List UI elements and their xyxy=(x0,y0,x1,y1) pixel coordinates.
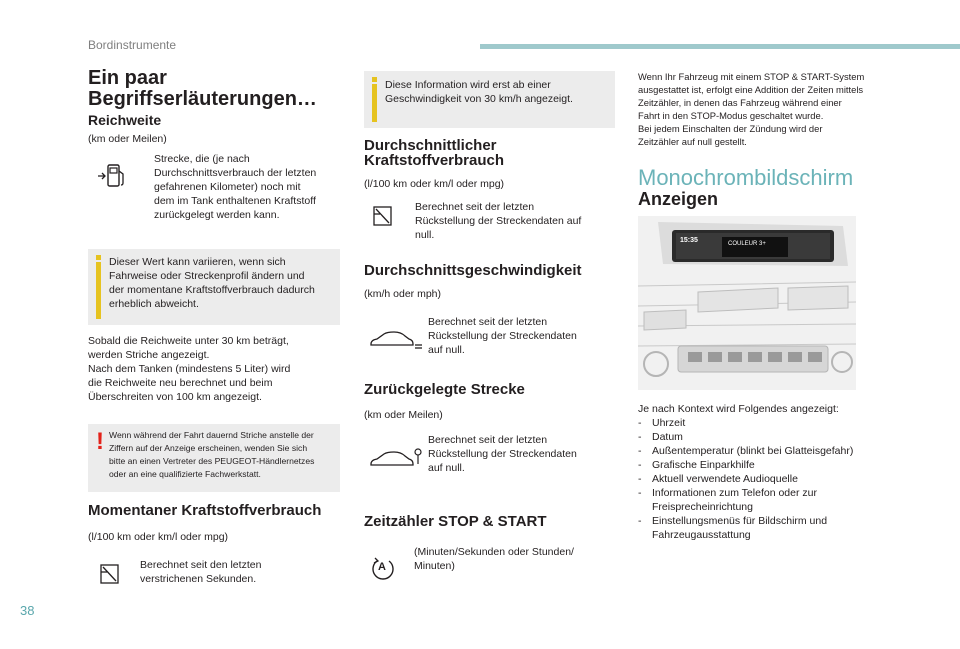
list-item xyxy=(638,514,868,542)
list-dash: - xyxy=(638,459,642,471)
avg-speed-units: (km/h oder mph) xyxy=(364,288,442,300)
list-item-text: Außentemperatur (blinkt bei Glatteisgefahr) xyxy=(652,445,854,457)
screen-source: COULEUR 3+ xyxy=(728,241,766,247)
running-header: Bordinstrumente xyxy=(88,38,177,52)
list-dash: - xyxy=(638,417,642,429)
momentan-heading: Momentaner Kraftstoffverbrauch xyxy=(88,502,322,519)
list-item xyxy=(638,486,868,514)
list-dash: - xyxy=(638,515,642,527)
instant-consumption-icon xyxy=(98,563,122,585)
list-dash: - xyxy=(638,487,642,499)
avg-consumption-description: Berechnet seit der letzten Rückstellung der Streckendaten auf null. xyxy=(415,201,582,241)
info-note-speed: Diese Information wird erst ab einer Geschwindigkeit von 30 km/h angezeigt. xyxy=(364,71,615,128)
stopstart-heading: Zeitzähler STOP & START xyxy=(364,513,547,530)
stop-start-timer-icon: A xyxy=(371,555,395,581)
info-icon xyxy=(96,255,101,319)
list-item xyxy=(638,472,868,486)
stopstart-description: (Minuten/Sekunden oder Stunden/ Minuten) xyxy=(414,546,574,572)
avg-consumption-heading-line1: Durchschnittlicher xyxy=(364,137,497,154)
warning-note: ! Wenn während der Fahrt dauernd Striche anstelle der Ziffern auf der Anzeige erscheinen, wenden Sie sich bitte an einen Vertreter des PEUGEOT-Händlernetzes oder an eine qualifizierte Fachwerkstatt. xyxy=(88,424,340,492)
page-title-line2: Begriffserläuterungen… xyxy=(88,88,317,110)
list-item-text: Datum xyxy=(652,431,683,443)
section-subtitle-anzeigen: Anzeigen xyxy=(638,189,719,209)
display-list xyxy=(638,416,868,542)
list-item xyxy=(638,444,868,458)
dashboard-screen-photo xyxy=(638,216,856,390)
list-item xyxy=(638,430,868,444)
reichweite-paragraph: Sobald die Reichweite unter 30 km beträgt, werden Striche angezeigt. Nach dem Tanken (mindestens 5 Liter) wird die Reichweite neu berechnet und beim Überschreiten von 100 km angezeigt. xyxy=(88,335,291,403)
list-dash: - xyxy=(638,431,642,443)
reichweite-description: Strecke, die (je nach Durchschnittsverbrauch der letzten gefahrenen Kilometer) noch mit dem im Tank enthaltenen Kraftstoff zurückgelegt werden kann. xyxy=(154,153,317,221)
section-title-monochrome: Monochrombildschirm xyxy=(638,165,854,190)
avg-speed-description: Berechnet seit der letzten Rückstellung der Streckendaten auf null. xyxy=(428,316,577,356)
distance-units: (km oder Meilen) xyxy=(364,409,443,421)
list-item xyxy=(638,458,868,472)
display-intro: Je nach Kontext wird Folgendes angezeigt: xyxy=(638,403,839,415)
header-bar xyxy=(480,44,960,49)
screen-time: 15:35 xyxy=(680,237,698,244)
car-speed-icon xyxy=(368,328,424,352)
avg-consumption-units: (l/100 km oder km/l oder mpg) xyxy=(364,178,505,190)
distance-description: Berechnet seit der letzten Rückstellung der Streckendaten auf null. xyxy=(428,434,577,474)
list-item-text: Einstellungsmenüs für Bildschirm und xyxy=(652,515,828,527)
stopstart-paragraph: Wenn Ihr Fahrzeug mit einem STOP & START-System ausgestattet ist, erfolgt eine Addition der Zeiten mittels Zeitzähler, in denen das Fahrzeug während einer Fahrt in den STOP-Modus geschaltet wurde. Bei jedem Einschalten der Zündung wird der Zeitzähler auf null gestellt. xyxy=(638,71,865,147)
page-title-line1: Ein paar xyxy=(88,67,167,89)
momentan-description: Berechnet seit den letzten verstrichenen Sekunden. xyxy=(140,559,262,585)
warning-exclamation-icon: ! xyxy=(96,428,104,455)
page-number: 38 xyxy=(20,603,35,618)
info-note-reichweite: Dieser Wert kann variieren, wenn sich Fahrweise oder Streckenprofil ändern und der momentane Kraftstoffverbrauch dadurch erheblich abweicht. xyxy=(88,249,340,325)
reichweite-heading: Reichweite xyxy=(88,112,162,128)
list-item-text: Freisprecheinrichtung xyxy=(652,501,753,513)
list-item-text: Aktuell verwendete Audioquelle xyxy=(652,473,798,485)
list-dash: - xyxy=(638,445,642,457)
reichweite-units: (km oder Meilen) xyxy=(88,133,167,145)
avg-consumption-heading-line2: Kraftstoffverbrauch xyxy=(364,152,505,169)
momentan-units: (l/100 km oder km/l oder mpg) xyxy=(88,531,229,543)
list-item xyxy=(638,416,868,430)
car-distance-icon xyxy=(368,446,424,472)
avg-speed-heading: Durchschnittsgeschwindigkeit xyxy=(364,262,582,279)
list-item-text: Uhrzeit xyxy=(652,417,686,429)
list-item-text: Grafische Einparkhilfe xyxy=(652,459,755,471)
list-dash: - xyxy=(638,473,642,485)
list-item-text: Informationen zum Telefon oder zur xyxy=(652,487,817,499)
list-item-text: Fahrzeugausstattung xyxy=(652,529,751,541)
fuel-pump-range-icon xyxy=(96,163,128,189)
avg-consumption-icon xyxy=(371,205,395,227)
info-icon xyxy=(372,77,377,122)
distance-heading: Zurückgelegte Strecke xyxy=(364,381,525,398)
